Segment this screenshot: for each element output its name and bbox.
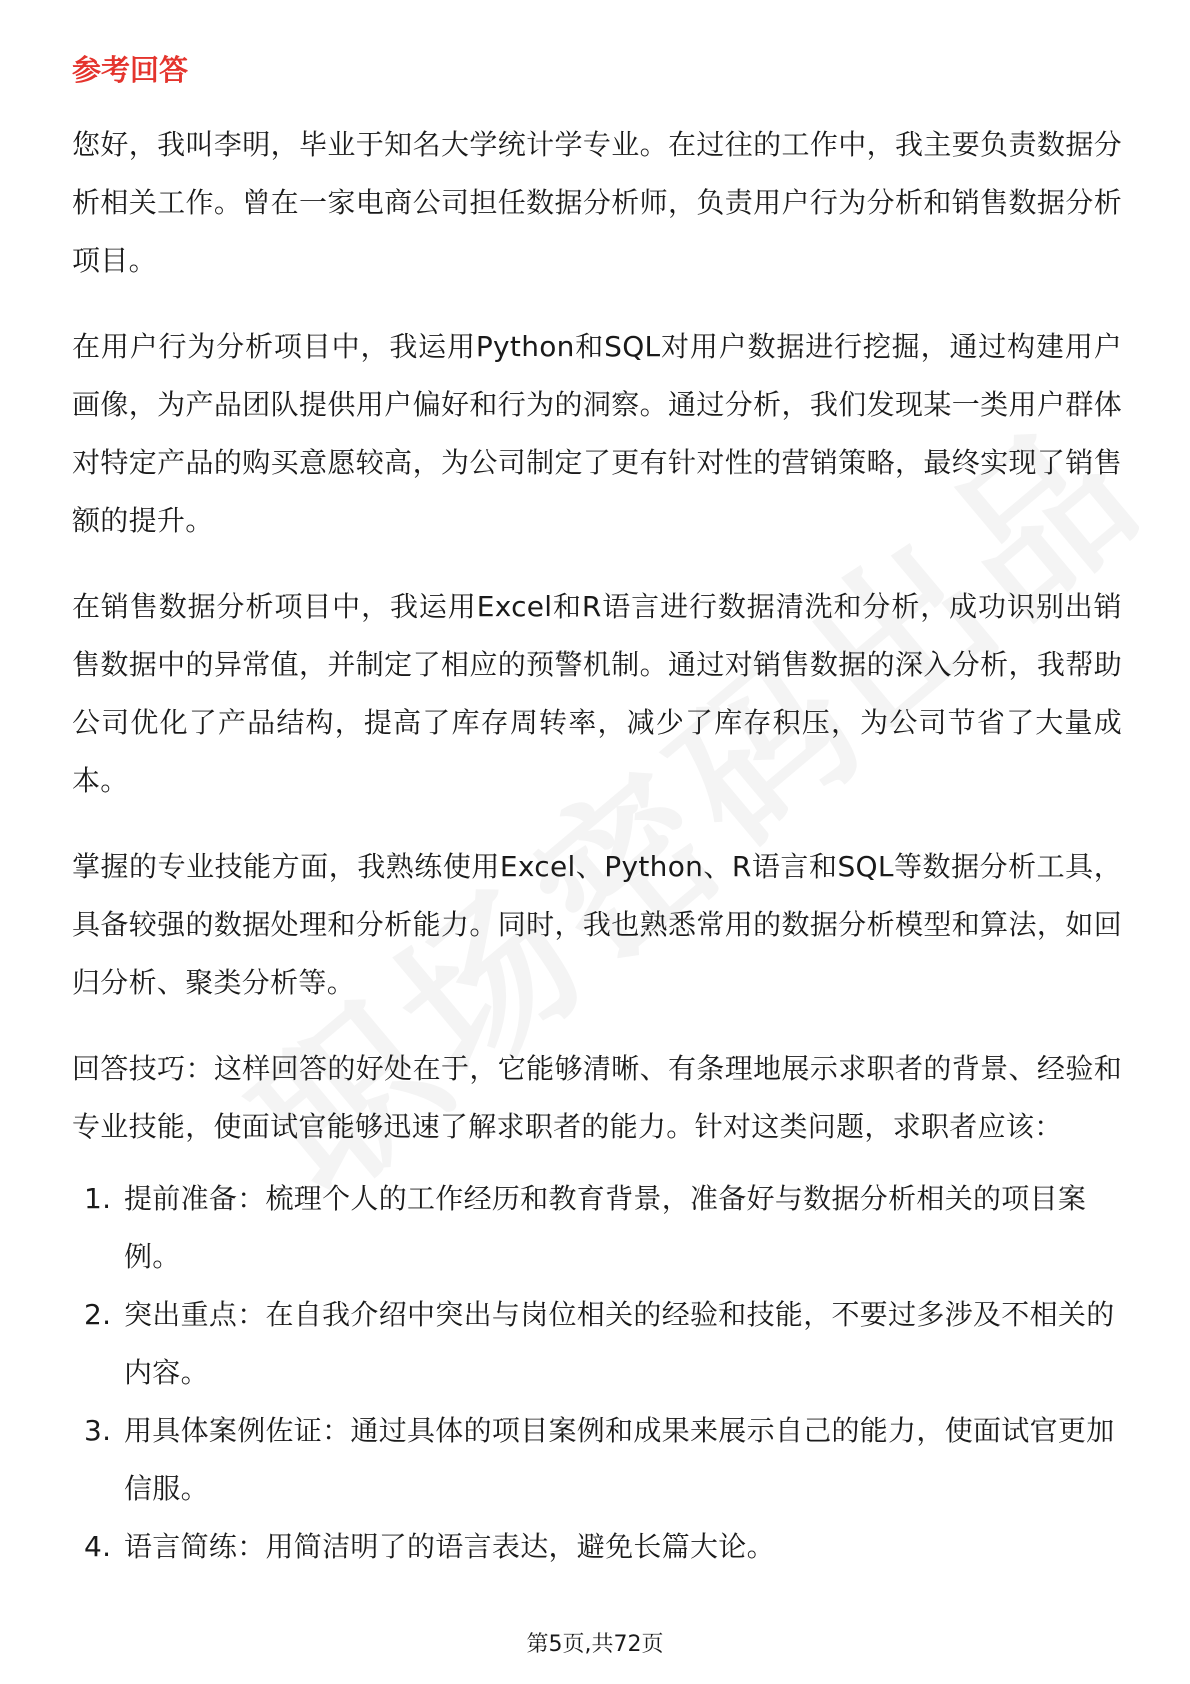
list-item xyxy=(72,1402,1122,1518)
list-item-text: 突出重点：在自我介绍中突出与岗位相关的经验和技能，不要过多涉及不相关的内容。 xyxy=(124,1298,1115,1389)
list-item-text: 语言简练：用简洁明了的语言表达，避免长篇大论。 xyxy=(124,1530,775,1563)
list-item-number: 2. xyxy=(84,1298,112,1331)
list-item-number: 1. xyxy=(84,1182,112,1215)
paragraph-intro: 您好，我叫李明，毕业于知名大学统计学专业。在过往的工作中，我主要负责数据分析相关工作。曾在一家电商公司担任数据分析师，负责用户行为分析和销售数据分析项目。 xyxy=(72,128,1122,277)
list-item xyxy=(72,1518,1122,1576)
answer-content xyxy=(72,116,1122,1576)
paragraph-skills: 掌握的专业技能方面，我熟练使用Excel、Python、R语言和SQL等数据分析工具，具备较强的数据处理和分析能力。同时，我也熟悉常用的数据分析模型和算法，如回归分析、聚类分析等。 xyxy=(72,850,1122,999)
paragraph-answer-tips: 回答技巧：这样回答的好处在于，它能够清晰、有条理地展示求职者的背景、经验和专业技能，使面试官能够迅速了解求职者的能力。针对这类问题，求职者应该： xyxy=(72,1052,1122,1143)
list-item-text: 用具体案例佐证：通过具体的项目案例和成果来展示自己的能力，使面试官更加信服。 xyxy=(124,1414,1115,1505)
list-item-number: 3. xyxy=(84,1414,112,1447)
list-item-number: 4. xyxy=(84,1530,112,1563)
tips-list xyxy=(72,1170,1122,1576)
paragraph-sales-analysis: 在销售数据分析项目中，我运用Excel和R语言进行数据清洗和分析，成功识别出销售数据中的异常值，并制定了相应的预警机制。通过对销售数据的深入分析，我帮助公司优化了产品结构，提高了库存周转率，减少了库存积压，为公司节省了大量成本。 xyxy=(72,590,1122,797)
paragraph-user-behavior: 在用户行为分析项目中，我运用Python和SQL对用户数据进行挖掘，通过构建用户画像，为产品团队提供用户偏好和行为的洞察。通过分析，我们发现某一类用户群体对特定产品的购买意愿较高，为公司制定了更有针对性的营销策略，最终实现了销售额的提升。 xyxy=(72,330,1122,537)
list-item-text: 提前准备：梳理个人的工作经历和教育背景，准备好与数据分析相关的项目案例。 xyxy=(124,1182,1087,1273)
list-item xyxy=(72,1170,1122,1286)
page-number: 第5页,共72页 xyxy=(526,1632,664,1657)
list-item xyxy=(72,1286,1122,1402)
section-title: 参考回答 xyxy=(72,53,189,87)
